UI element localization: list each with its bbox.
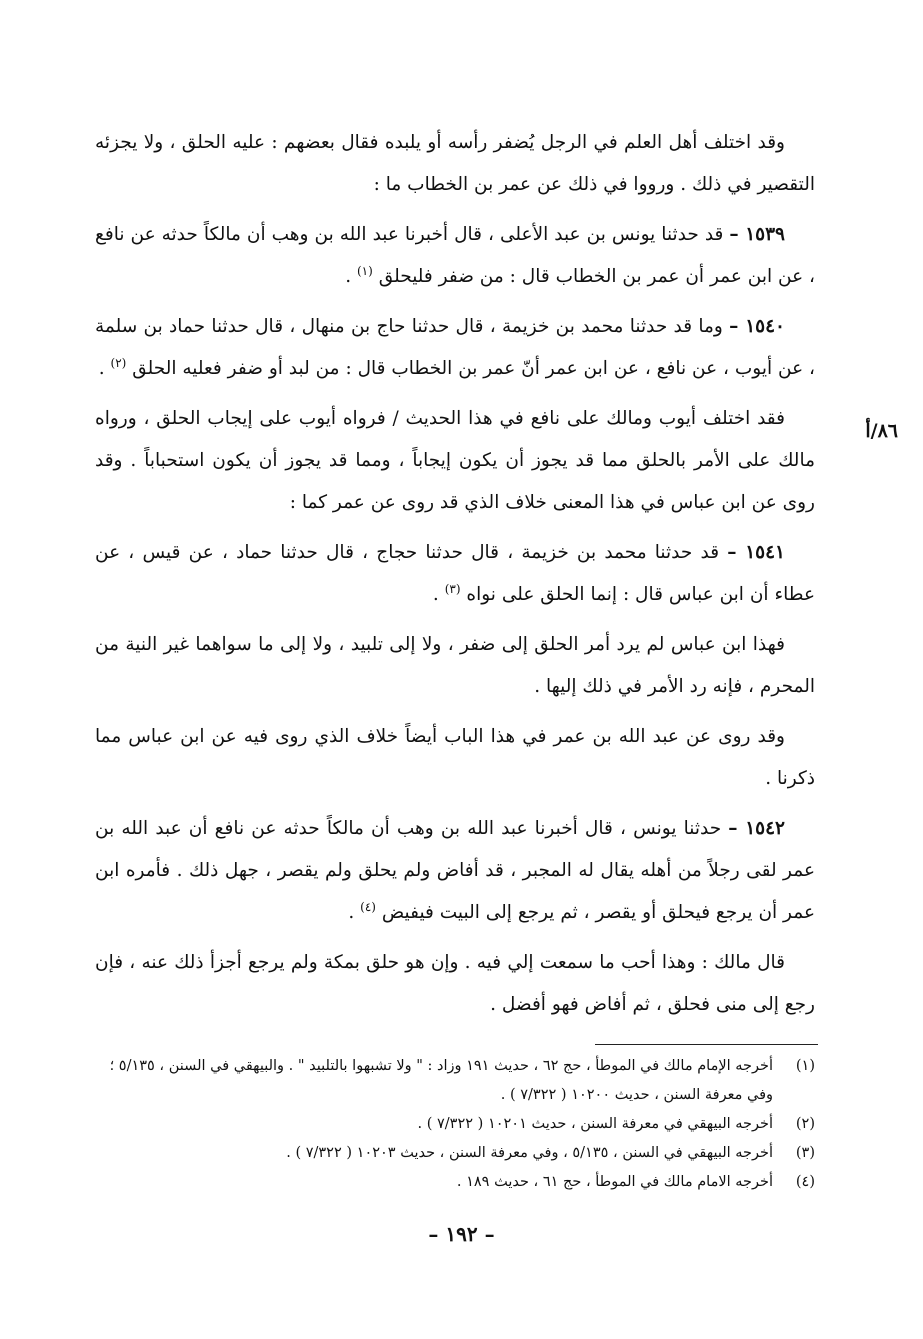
paragraph-text: وقد روى عن عبد الله بن عمر في هذا الباب أيضاً خلاف الذي روى فيه عن ابن عباس مما ذكرنا . xyxy=(95,726,815,789)
hadith-number: ١٥٣٩ – xyxy=(729,224,785,245)
footnote-mark: (١) xyxy=(795,1058,815,1074)
footnote-text: أخرجه البيهقي في السنن ، ٥/١٣٥ ، وفي معرفة السنن ، حديث ١٠٢٠٣ ( ٧/٣٢٢ ) . xyxy=(286,1145,773,1161)
margin-folio-note: ٨٦/أ xyxy=(865,420,898,442)
footnote-mark: (٣) xyxy=(795,1145,815,1161)
hadith-number: ١٥٤٢ – xyxy=(728,818,785,839)
paragraph: ١٥٤٠ – وما قد حدثنا محمد بن خزيمة ، قال حدثنا حاج بن منهال ، قال حدثنا حماد بن سلمة ، عن أيوب ، عن نافع ، عن ابن عمر أنّ عمر بن الخطاب قال : من لبد أو ضفر فعليه الحلق $^{(٢)}$ . xyxy=(95,316,815,379)
footnote-ref: (٤) xyxy=(360,899,376,914)
paragraph-text: قال مالك : وهذا أحب ما سمعت إلي فيه . وإن هو حلق بمكة ولم يرجع أجزأ ذلك عنه ، فإن رجع إلى منى فحلق ، ثم أفاض فهو أفضل . xyxy=(95,952,815,1015)
footnote-ref: (٣) xyxy=(444,581,461,596)
footnote-text: أخرجه البيهقي في معرفة السنن ، حديث ١٠٢٠١ ( ٧/٣٢٢ ) . xyxy=(417,1116,773,1132)
paragraph xyxy=(95,624,815,708)
paragraph xyxy=(95,942,815,1026)
footnote xyxy=(95,1139,815,1168)
footnote xyxy=(95,1052,815,1110)
footnote-mark: (٢) xyxy=(795,1116,815,1132)
footnotes xyxy=(95,1052,815,1197)
paragraph: ١٥٣٩ – قد حدثنا يونس بن عبد الأعلى ، قال أخبرنا عبد الله بن وهب أن مالكاً حدثه عن نافع ، عن ابن عمر أن عمر بن الخطاب قال : من ضفر فليحلق $^{(١)}$ . xyxy=(95,224,815,287)
paragraph xyxy=(95,122,815,206)
paragraph-text: قد حدثنا يونس بن عبد الأعلى ، قال أخبرنا عبد الله بن وهب أن مالكاً حدثه عن نافع ، عن ابن عمر أن عمر بن الخطاب قال : من ضفر فليحلق xyxy=(95,224,815,287)
footnote-text: أخرجه الامام مالك في الموطأ ، حج ٦١ ، حديث ١٨٩ . xyxy=(456,1174,773,1190)
footnote-divider xyxy=(595,1044,818,1045)
main-text xyxy=(95,122,815,1034)
hadith-number: ١٥٤١ – xyxy=(727,542,785,563)
footnote xyxy=(95,1168,815,1197)
paragraph-text: حدثنا يونس ، قال أخبرنا عبد الله بن وهب أن مالكاً حدثه عن نافع أن عبد الله بن عمر لقى رجلاً من أهله يقال له المجبر ، قد أفاض ولم يحلق ولم يقصر ، جهل ذلك . فأمره ابن عمر أن يرجع فيحلق أو يقصر ، ثم يرجع إلى البيت فيفيض xyxy=(95,818,815,923)
paragraph-text: قد حدثنا محمد بن خزيمة ، قال حدثنا حجاج ، قال حدثنا حماد ، عن قيس ، عن عطاء أن ابن عباس قال : إنما الحلق على نواه xyxy=(95,542,815,605)
footnote-ref: (٢) xyxy=(110,355,127,370)
paragraph-text: فهذا ابن عباس لم يرد أمر الحلق إلى ضفر ، ولا إلى تلبيد ، ولا إلى ما سواهما غير النية من المحرم ، فإنه رد الأمر في ذلك إليها . xyxy=(95,634,815,697)
paragraph-text: وما قد حدثنا محمد بن خزيمة ، قال حدثنا حاج بن منهال ، قال حدثنا حماد بن سلمة ، عن أيوب ، عن نافع ، عن ابن عمر أنّ عمر بن الخطاب قال : من لبد أو ضفر فعليه الحلق xyxy=(95,316,815,379)
page-number: – ١٩٢ – xyxy=(428,1222,495,1246)
footnote xyxy=(95,1110,815,1139)
hadith-number: ١٥٤٠ – xyxy=(729,316,785,337)
footnote-ref: (١) xyxy=(356,263,373,278)
footnote-mark: (٤) xyxy=(795,1174,815,1190)
paragraph: ١٥٤١ – قد حدثنا محمد بن خزيمة ، قال حدثنا حجاج ، قال حدثنا حماد ، عن قيس ، عن عطاء أن ابن عباس قال : إنما الحلق على نواه $^{(٣)}$ . xyxy=(95,542,815,605)
paragraph xyxy=(95,716,815,800)
paragraph-text: وقد اختلف أهل العلم في الرجل يُضفر رأسه أو يلبده فقال بعضهم : عليه الحلق ، ولا يجزئه التقصير في ذلك . ورووا في ذلك عن عمر بن الخطاب ما : xyxy=(95,132,815,195)
paragraph-text: فقد اختلف أيوب ومالك على نافع في هذا الحديث / فرواه أيوب على إيجاب الحلق ، ورواه مالك على الأمر بالحلق مما قد يجوز أن يكون إيجاباً ، ومما قد يجوز أن يكون استحباباً . وقد روى عن ابن عباس في هذا المعنى خلاف الذي قد روى عن عمر كما : xyxy=(95,408,815,513)
paragraph: ١٥٤٢ – حدثنا يونس ، قال أخبرنا عبد الله بن وهب أن مالكاً حدثه عن نافع أن عبد الله بن عمر لقى رجلاً من أهله يقال له المجبر ، قد أفاض ولم يحلق ولم يقصر ، جهل ذلك . فأمره ابن عمر أن يرجع فيحلق أو يقصر ، ثم يرجع إلى البيت فيفيض $^{(٤)}$ . xyxy=(95,818,815,923)
paragraph xyxy=(95,398,815,524)
footnote-text: أخرجه الإمام مالك في الموطأ ، حج ٦٢ ، حديث ١٩١ وزاد : " ولا تشبهوا بالتلبيد " . والبيهقي في السنن ، ٥/١٣٥ ؛ وفي معرفة السنن ، حديث ١٠٢٠٠ ( ٧/٣٢٢ ) . xyxy=(109,1058,773,1103)
